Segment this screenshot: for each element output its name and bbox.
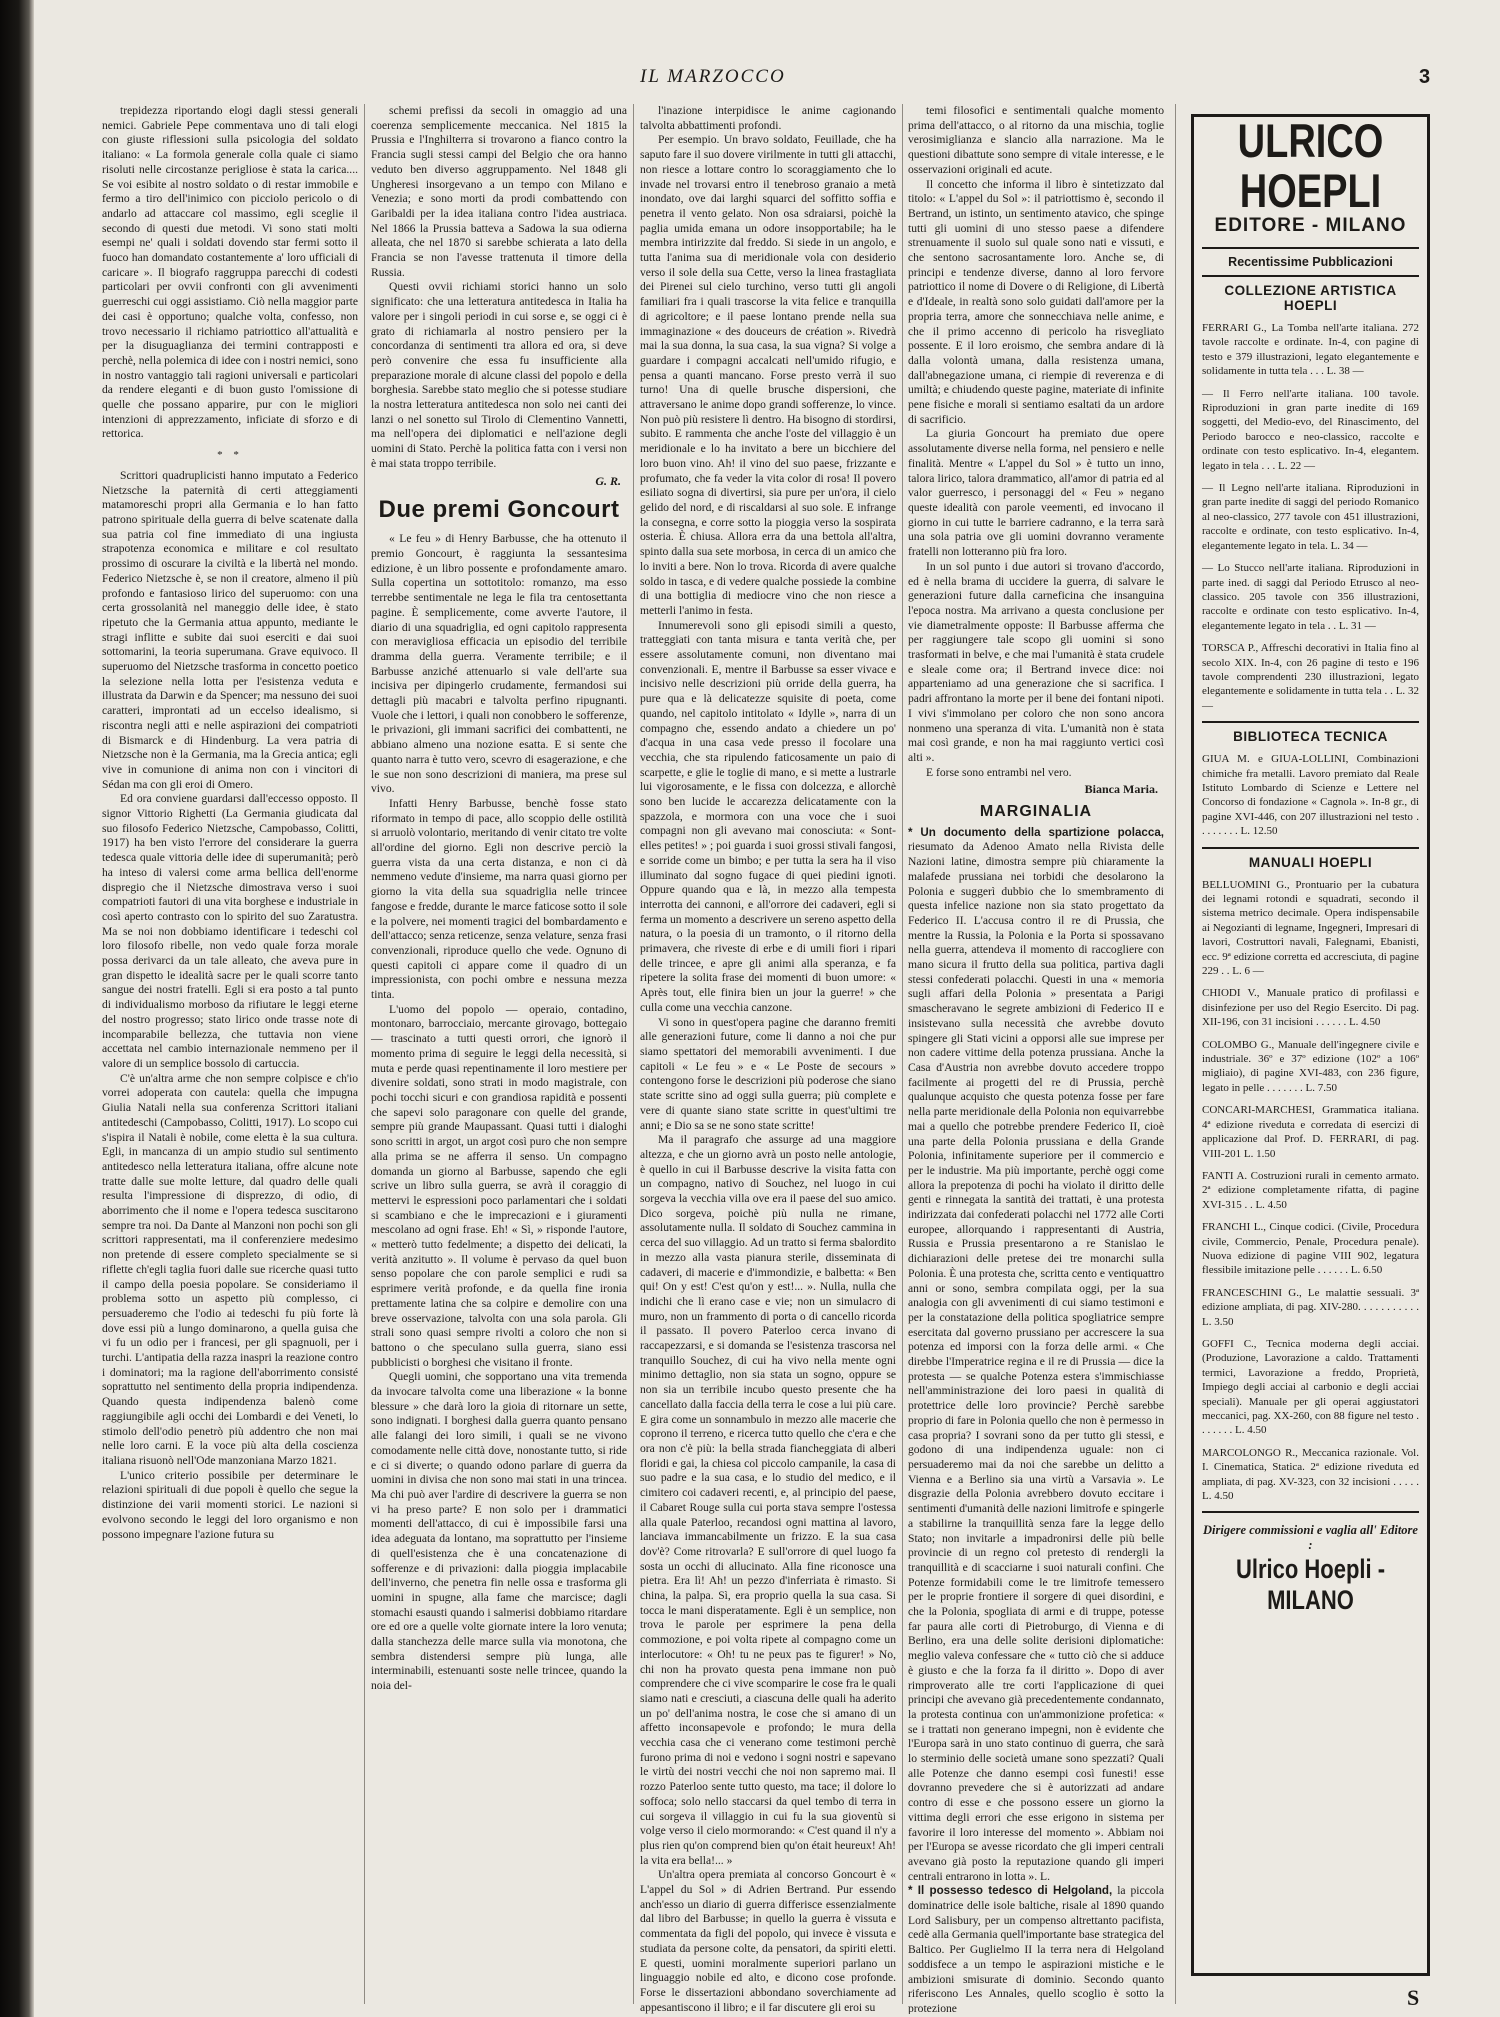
article-paragraph: E forse sono entrambi nel vero.: [926, 765, 1072, 779]
article-paragraph: Per esempio. Un bravo soldato, Feuillade, che ha saputo fare il suo dovere virilmente in tutti gli attacchi, non riesce a lottare contro lo scoraggiamento che lo invade nel trovarsi entro il tenebroso granaio a metà inondato, ove dai larghi squarci del soffitto soffia e penetra il vento gelato. Non osa sdraiarsi, poichè la paglia umida emana un odore insopportabile; ha le membra intirizzite dal freddo. Si siede in un angolo, e tutta l'anima sua di meridionale vola con desiderio verso il sole della sua Cette, verso la linea frastagliata dei Pirenei sul cielo turchino, verso tutti gli angoli familiari fra i quali trascorse la vita felice e tranquilla di agricoltore; e il paese lontano prende nella sua immaginazione « des douceurs de création ». Rivedrà mai la sua donna, la sua casa, la sua vigna? Si volge a guardare i compagni accalcati nell'umido rifugio, e pensa a quanti mancano. Forse presto verrà il suo turno! Una di quelle brusche dispersioni, che attraversano le anime dopo grandi sofferenze, lo vince. Non può più resistere lì dentro. Ha bisogno di stordirsi, subito. E rammenta che anche l'oste del villaggio è un meridionale e lo ha invitato a bere un bicchiere del loro buon vino. Ah! il vino del suo paese, frizzante e profumato, che fa veder la vita color di rosa! Il povero esiliato sogna di divertirsi, sia pure per un'ora, il cielo gelido del nord, e di riscaldarsi al suo sole. E infrange la consegna, e corre sotto la pioggia verso la sospirata osteria. È chiusa. Allora erra da una bettola all'altra, spinto dalla sua sete morbosa, in cerca di un amico che lo inviti a bere. Non lo trova. Ricorda di avere qualche soldo in tasca, e di vedere qualche possiede la combine di una bottiglia di mediocre vino che non riesce a metterli l'animo in festa.: [640, 133, 896, 617]
article-paragraph: schemi prefissi da secoli in omaggio ad una coerenza semplicemente meccanica. Nel 1815 la Prussia e l'Inghilterra si trovarono a fianco contro la Francia sugli stessi campi del Belgio che ora hanno veduto ben diverso aggruppamento. Nel 1848 gli Ungheresi insorgevano a un tempo con Milano e Venezia; e sono morti da prodi combattendo con Garibaldi per la idea italiana contro l'idea austriaca. Nel 1866 la Prussia batteva a Sadowa la sua odierna alleata, che nel 1870 si sarebbe schierata a lato della Francia se non l'avesse trattenuta il timore della Russia.: [371, 104, 627, 279]
masthead-title: IL MARZOCCO: [640, 66, 786, 87]
column-3: [640, 104, 896, 2014]
article-paragraph: Innumerevoli sono gli episodi simili a questo, tratteggiati con tanta misura e tanta verità che, per essere assolutamente comuni, non diventano mai convenzionali. E, mentre il Barbusse sa esser vivace e incisivo nelle descrizioni più orride della guerra, ha pure qua e là delicatezze squisite di poeta, come quando, nel capitolo intitolato « Idylle », narra di un compagno che, essendo andato a chiedere un po' d'acqua in una casa vede presso il focolare una vecchia, che sta ripulendo faticosamente un paio di scarpette, e glie le toglie di mano, e si mette a lustrarle lui vigorosamente, e le fissa con dolcezza, e allorchè sono ben lucide le accarezza delicatamente con la spazzola, e mormora con una voce che i suoi compagni non gli avevano mai conosciuta: « Sont-elles petites! » ; poi guarda i suoi grossi stivali fangosi, e sorride come un bimbo; e per tutta la sera ha il viso illuminato dal sogno fugace di quei piedini ignoti. Oppure quando qua e là, in mezzo alla tempesta interrotta dei cannoni, e all'orrore dei cadaveri, egli si ferma un momento a descrivere un sereno aspetto della natura, o la poesia di un tramonto, o il ritorno della primavera, che riveste di erbe e di umili fiori i ripari delle trincee, e apre gli animi alla speranza, e fa ripetere la solita frase dei momenti di buon umore: « Après tout, elle finira bien un jour la guerre! » che culla come una vecchia canzone.: [640, 618, 896, 1014]
ad-book-entry: FRANCHI L., Cinque codici. (Civile, Procedura civile, Commercio, Penale, Procedura penale). Nuova edizione di pagine VIII 902, legatura flessibile imitazione pelle . . . . . . L. 6.50: [1202, 1221, 1419, 1277]
article-paragraph: In un sol punto i due autori si trovano d'accordo, ed è nella brama di uccidere la guerra, di salvare le generazioni future dalla carneficina che insanguina l'epoca nostra. Ma arrivano a questa conclusione per vie diametralmente opposte: Il Barbusse afferma che per raggiungere tale scopo gli uomini si sono trasformati in belve, e che mai l'umanità è stata crudele e sleale come ora; il Bertrand invece dice: noi apparteniamo ad una generazione che si sacrifica. I padri affrontano la morte per il bene dei fontani nipoti. I vivi s'immolano per coloro che non sono ancora nonmeno una speranza di vita. L'umanità non è stata mai così grande, e non ha mai raggiunto vertici così alti ».: [908, 559, 1164, 764]
article-signature: G. R.: [595, 473, 621, 488]
section-heading-marginalia: MARGINALIA: [979, 803, 1093, 821]
ad-book-entry: COLOMBO G., Manuale dell'ingegnere civile e industriale. 36º e 37º edizione (102º a 106º migliaio), di pagine XVI-483, con 236 figure, legato in pelle . . . . . . . L. 7.50: [1202, 1038, 1419, 1094]
ad-footer-brand: Ulrico Hoepli - MILANO: [1235, 1554, 1386, 1616]
ad-book-entry: GOFFI C., Tecnica moderna degli acciai. (Produzione, Lavorazione a caldo. Trattamenti termici, Lavorazione a freddo, Proprietà, Impiego degli acciai al carbonio e degli acciai speciali). Manuale per gli operai aggiustatori meccanici, pag. XX-260, con 88 figure nel testo . . . . . . . L. 4.50: [1202, 1337, 1419, 1437]
divider: [1202, 721, 1419, 723]
page-number: 3: [1419, 66, 1431, 88]
marginalia-item-title: * Un documento della spartizione polacca,: [908, 825, 1164, 839]
marginalia-item-text: riesumato da Adenoo Amato nella Rivista delle Nazioni latine, dimostra sempre più chiaramente la malafede prussiana nei torbidi che desolarono la Polonia e suggerì dubbio che lo smembramento di questa infelice nazione non sia stato progettato da Federico II. L'accusa contro il re di Prussia, che mentre la Russia, la Polonia e la Porta si spossavano nella guerra, attendeva il momento di raccogliere con mano sicura il frutto della sua politica, partiva dagli stessi confederati polacchi. Questi in una « memoria sugli affari della Polonia » presentata a Parigi smascheravano le segrete ambizioni di Federico II e insistevano sulla necessità che avrebbe dovuto spingere gli Stati vicini a opporsi alle sue imprese per non cadere vittime della potenza prussiana. Anche la Casa d'Austria non avrebbe dovuto accedere troppo facilmente ai progetti del re di Prussia, perchè qualunque acquisto che questa potenza fosse per fare nella parte meridionale della Polonia non equivarrebbe mai a quello che potrebbe prendere Federico II, cioè una parte della Polonia prussiana e della Grande Polonia, infinitamente superiore per il commercio e per le industrie. Ma più importante, perchè oggi come allora la prepotenza di pochi ha violato il diritto delle genti e rinnegata la santità dei trattati, è una protesta indirizzata dai confederati polacchi nel 1772 alle Corti europee, allorquando i rappresentanti di Austria, Russia e Prussia presentarono a re Stanislao le dichiarazioni delle pretese dei tre monarchi sulla Polonia. È una protesta che, scritta cento e ventiquattro anni or sono, sembra compilata oggi, per la sua analogia con gli avvenimenti di cui siamo testimoni e per la constatazione della politica spogliatrice sempre esercitata dal governo prussiano per accrescere la sua potenza ed imporsi con la forza delle armi. « Che direbbe l'Imperatrice regina e il re di Prussia — dice la protesta — se qualche Potenza estera s'immischiasse nell'amministrazione dei loro paesi in qualità di protettrice delle loro provincie? Perchè sarebbe proprio di fare in Polonia quello che non è permesso in casa propria? I sovrani sono da per tutto gli stessi, e godono di una indipendenza uguale: non ci persuaderemo mai da noi che sarebbe un delitto a Vienna e a Berlino sia una virtù a Varsavia ». Le disgrazie della Polonia avrebbero dovuto eccitare i sentimenti d'umanità delle nazioni limitrofe e spingerle a stabilirne la tranquillità senza fare la legge dello Stato; non invitarle a impadronirsi delle più belle provincie di un regno col pretesto di rendergli la tranquillità e di scacciarne i suoi naturali confini. Che Potenze formidabili come le tre limitrofe temessero per le proprie frontiere il sorgere di quei disordini, e che la Polonia, spogliata di armi e di truppe, potesse far paura alle corti di Pietroburgo, di Vienna e di Berlino, era una delle solite derisioni diplomatiche: meglio valeva confessare che « tutto ciò che si adduce è giusto e che la forza fa il diritto ». Dopo di aver rimproverato alle tre corti l'applicazione di quei principi che avevano già precedentemente condannato, la protesta continua con un'ammonizione profetica: « se i trattati non generano impegni, non è evidente che l'Europa sarà in uno stato continuo di guerra, che sarà lo sterminio delle società umane sono spezzati? Quali alle Potenze che danno esempi così funesti! esse dovranno prevedere che si è autorizzati ad andare contro di esse e che possono essere un giorno la vittima degli errori che esse erigono in sistema per favorire il loro interesse del momento ». Abbiam noi per l'Europa se avesse ricordato che gli imperi centrali avevano già posto la reputazione quando gli imperi centrali entrarono in lotta ». L.: [908, 840, 1164, 1883]
column-1: [102, 104, 358, 2014]
article-paragraph: Il concetto che informa il libro è sintetizzato dal titolo: « L'appel du Sol »: il patriottismo è, secondo il Bertrand, un istinto, un sentimento atavico, che spinge tutti gli uomini di uno stesso paese a difendere strenuamente il suolo sul quale sono nati e vissuti, e che sentono sacrosantamente loro. Anche se, di principi e tendenze diverse, danno al loro fervore patriottico il nome di Dovere o di Religione, di Libertà e d'Ideale, in realtà sono solo guidati dall'amore per la propria terra, amore che sonnecchiava nelle anime, e che il primo accenno di pericolo ha risvegliato possente. E il loro eroismo, che sembra andare di là dalla volontà umana, dalla resistenza umana, dall'abnegazione umana, ci riempie di reverenza e di umiltà; e chiudendo queste pagine, materiate di infinite pene fisiche e morali si sentiamo esaltati da un ardore di sacrificio.: [908, 177, 1164, 426]
article-paragraph: temi filosofici e sentimentali qualche momento prima dell'attacco, o al ritorno da una mischia, toglie verosimiglianza e slancio alla narrazione. Ma le questioni dibattute sono sempre di vitale interesse, e le osservazioni originali ed acute.: [908, 104, 1164, 176]
ad-book-entry: — Lo Stucco nell'arte italiana. Riproduzioni in parte ined. di saggi dal Periodo Etrusco al neo-classico. 205 tavole con 356 illustrazioni, raccolte e ordinate con testo esplicativo. In-4, elegantemente legato in tela . . L. 31 —: [1202, 562, 1419, 632]
article-paragraph: Ed ora conviene guardarsi dall'eccesso opposto. Il signor Vittorio Righetti (La Germania giudicata dal suo filosofo Federico Nietzsche, Campobasso, Colitti, 1917) ha ben visto l'errore del considerare la guerra tedesca quale vittoria delle idee di superumanità; però ha inteso di valersi come arma bellica dell'enorme dispregio che il Nietzsche dimostrava verso i suoi compatrioti fautori di una vita borghese e industriale in così aperto contrasto con lo spirito del suo Zaratustra. Ma se noi non dobbiamo identificare i tedeschi col loro filosofo ribelle, non vedo quale forza morale possa derivarci da un tale alleato, che aveva pure in gran dispetto le idealità sacre per le quali scorre tanto sangue dei nostri fratelli. Egli si era posto a tal punto di individualismo morboso da rifiutare le leggi eterne del nostro progresso; stato lirico onde trasse note di incomparabile bellezza, che tuttavia non viene accettata nel cambio internazionale nemmeno per il valore di un semplice bossolo di cartuccia.: [102, 792, 358, 1070]
ad-book-entry: — Il Ferro nell'arte italiana. 100 tavole. Riproduzioni in gran parte inedite di 169 soggetti, del Medio-evo, del Rinascimento, del Periodo barocco e neo-classico, raccolte e ordinate con testo esplicativo. In-4, elegantem. legato in tela . . . L. 22 —: [1202, 387, 1419, 472]
column-rule: [633, 104, 634, 2004]
binding-edge: [0, 0, 34, 2017]
article-paragraph: Quegli uomini, che sopportano una vita tremenda da invocare talvolta come una liberazione « la bonne blessure » che darà loro la gioia di ritornare un sette, sono indignati. I borghesi dalla guerra quanto pensano alle falangi dei loro simili, i quali se ne vivono comodamente nelle città dove, nonostante tutto, si ride e ci si diverte; o quando odono parlare di guerra da uomini in divisa che non sono mai stati in una trincea. Ma chi può aver l'ardire di descrivere la guerra se non vi ha preso parte? E non solo per i drammatici momenti dell'attacco, di cui è impossibile farsi una idea adeguata da lontano, ma soprattutto per l'insieme di quell'esistenza che è una concatenazione di sofferenze e di privazioni: dalla pioggia implacabile dell'inverno, che penetra fin nelle ossa e trasforma gli uomini in spugne, alla fame che marcisce; dagli stomachi esausti quando i salmerisi dobbiamo ritardare ore ed ore a quelle volte giornate intere la loro venuta; dalla stanchezza delle marce sulla via monotona, che sembra distendersi sempre più lunga, alle interminabili, estenuanti soste nelle trincee, quando la noia del-: [371, 1370, 627, 1693]
ad-brand-subtitle: EDITORE - MILANO: [1214, 215, 1407, 236]
ad-manuals-title: MANUALI HOEPLI: [1248, 854, 1373, 870]
marginalia-item: [908, 826, 1164, 1885]
column-2: [371, 104, 627, 2014]
divider: [1202, 247, 1419, 249]
divider: [1202, 1511, 1419, 1513]
column-rule: [1175, 104, 1176, 2004]
marginalia-item-title: * Il possesso tedesco di Helgoland,: [908, 1884, 1113, 1898]
column-rule: [364, 104, 365, 2004]
article-heading: Due premi Goncourt: [378, 496, 620, 524]
article-paragraph: l'inazione interpidisce le anime cagionando talvolta abbattimenti profondi.: [640, 104, 896, 132]
divider: [1202, 847, 1419, 849]
ad-book-entry: CONCARI-MARCHESI, Grammatica italiana. 4ª edizione riveduta e corredata di esercizi di applicazione dal Prof. D. FERRARI, di pag. VIII-201 L. 1.50: [1202, 1104, 1419, 1160]
article-paragraph: Questi ovvii richiami storici hanno un solo significato: che una letteratura antitedesca in Italia ha valore per i singoli periodi in cui sorse e, se oggi ci è grato di richiamarla al nostro pensiero per la concordanza di sentimenti tra allora ed ora, si deve però convenire che essa fu insufficiente alla preparazione morale di alcune classi del popolo e della borghesia. Sarebbe stato meglio che si potesse studiare la nostra letteratura antitedesca non solo nei canti dei lanzi o nel sonetto sul Tirolo di Clementino Vannetti, ma nell'opera dei diplomatici e nell'azione degli uomini di Stato. Perchè la politica fatta con i versi non è mai stata troppo terribile.: [371, 280, 627, 470]
ad-book-entry: MARCOLONGO R., Meccanica razionale. Vol. I. Cinematica, Statica. 2ª edizione riveduta ed ampliata, di pag. XV-323, con 32 incisioni . . . . . L. 4.50: [1202, 1446, 1419, 1503]
hoepli-advertisement: [1191, 114, 1430, 1976]
article-paragraph: Vi sono in quest'opera pagine che daranno fremiti alle generazioni future, come li danno a noi che pur siamo spettatori del memorabili avvenimenti. I due capitoli « Le feu » e « Le Poste de secours » contengono forse le descrizioni più poderose che siano state scritte sino ad oggi sulla guerra; più complete e vere di quante siano state scritte in quest'ultimi tre anni; e Dio sa se ne sono state scritte!: [640, 1015, 896, 1132]
ad-book-entry: FRANCESCHINI G., Le malattie sessuali. 3ª edizione ampliata, di pag. XIV-280. . . . . . . . . . . L. 3.50: [1202, 1286, 1419, 1328]
column-rule: [902, 104, 903, 2004]
article-paragraph: L'uomo del popolo — operaio, contadino, montonaro, barrocciaio, mercante girovago, bottegaio — trascinato a tutti questi orrori, che ignorò il momento prima di seguire le leggi della necessità, si muta e perde quasi repentinamente il loro mestiere per divenire soldati, sono strati in modo magistrale, con pochi tocchi sicuri e con grandiosa rapidità e possenti che sapevi solo paragonare con quelle del grande, sempre più grande Maupassant. Quasi tutti i dialoghi sono scritti in argot, un argot così puro che non sempre alla prima se ne afferra il senso. Un compagno domanda un giorno al Barbusse, sapendo che egli scrive un libro sulla guerra, se avrà il coraggio di mettervi le espressioni poco parlamentari che i soldati si scambiano e che le imprecazioni e i giuramenti mescolano ad ogni frase. Eh! « Sì, » risponde l'autore, « metterò tutto fedelmente; a dispetto dei delicati, la verità anzitutto ». Il volume è pervaso da quel buon senso popolare che con parole semplici e rudi sa esprimere verità profonde, e da quella fine ironia prettamente latina che sa colpire e demolire con una breve osservazione, talvolta con una sola parola. Gli strali sono quasi sempre rivolti a coloro che non si battono o che speculano sulla guerra, siano essi pubblicisti o borghesi che visitano il fronte.: [371, 1002, 627, 1369]
ad-book-entry: — Il Legno nell'arte italiana. Riproduzioni in gran parte inedite di saggi del periodo Romanico al neo-classico, 277 tavole con 451 illustrazioni, raccolte e ordinate, con testo esplicativo. In-4, elegantemente legato in tela. L. 34 —: [1202, 482, 1419, 552]
ad-book-entry: CHIODI V., Manuale pratico di profilassi e disinfezione per uso del Regio Esercito. Di pag. XII-196, con 31 incisioni . . . . . . L. 4.50: [1202, 987, 1419, 1029]
corner-printer-mark: S: [1407, 1985, 1420, 2010]
article-paragraph: La giuria Goncourt ha premiato due opere assolutamente diverse nella forma, nel pensiero e nelle finalità. Mentre « L'appel du Sol » è tutto un inno, talora lirico, talora drammatico, all'amor di patria ed al valor guerresco, i personaggi del « Feu » negano queste idealità con parole veementi, ed invocano il giorno in cui tutte le barriere cadranno, e la terra sarà una sola patria ove gli uomini dovranno veramente fratelli non lotteranno più fra loro.: [908, 427, 1164, 559]
ad-brand-name: ULRICO HOEPLI: [1237, 115, 1384, 219]
article-paragraph: Ma il paragrafo che assurge ad una maggiore altezza, e che un giorno avrà un posto nelle antologie, è quello in cui il Barbusse descrive la visita fatta con un compagno, nativo di Souchez, nel luogo in cui sorgeva la vecchia villa ove era il paese del suo amico. Dico sorgeva, poichè più nulla ne rimane, assolutamente nulla. Il soldato di Souchez cammina in cerca del suo villaggio. Ad un tratto si ferma sbalordito in mezzo alla vasta pianura sterile, disseminata di cadaveri, di macerie e d'immondizie, e balbetta: « Ben qui! On y est! C'est qu'on y est!... ». Nulla, nulla che indichi che lì erano case e vie; non un simulacro di muro, non un frammento di porta o di cancello ricorda il passato. Il povero Paterloo cerca invano di raccapezzarsi, e si domanda se l'esistenza trascorsa nel tranquillo Souchez, di cui ha vivo nella mente ogni minimo dettaglio, non sia stata un sogno, oppure se non sia un terribile incubo questo presente che ha cancellato dalla faccia della terra le cose a lui più care. E gira come un sonnambulo in mezzo alle macerie che coprono il terreno, e ricerca tutto quello che c'era e che ora non c'è più: la bella strada fiancheggiata di alberi floridi e gai, la chiesa col piccolo campanile, la casa di suo padre e la sua casa, e lo studio del medico, e il cimitero coi cadaveri recenti, e, al principio del paese, il Cabaret Rouge sulla cui porta stava sempre l'ostessa alla quale Paterloo, recandosi ogni mattina al lavoro, lanciava immancabilmente un frizzo. E la sua casa dov'è? Come ritrovarla? E sull'orrore di quel luogo fa sosta un occhi di allucinato. Alla fine riconosce una pietra. Era lì! Ah! un pezzo d'inferriata è rimasto. Si china, la palpa. Sì, era proprio quella la sua casa. Si tocca le mani disperatamente. Egli è un semplice, non trova le parole per esprimere la pena della commozione, e poi volta ripete al compagno come un interlocutore: « Oh! tu ne peux pas te figurer! » No, chi non ha provato questa pena immane non può comprendere che ci vive scomparire le cose fra le quali siamo nati e cresciuti, a ciascuna delle quali ha aderito un po' dell'anima nostra, le cose che si amano di un affetto inconsapevole e profondo; le mura della vecchia casa che ci venerano come testimoni perchè furono prima di noi e vedono i sogni nostri e sapevano le virtù dei nostri vecchi che noi non sapremo mai. Il rozzo Paterloo sente tutto questo, ma tace; il dolore lo soffoca; solo nello staccarsi da quel tembo di terra in cui sorgeva il villaggio in cui fu la sua gioventù si volge verso il cielo mormorando: « C'est quand il n'y a plus rien qu'on comprend bien qu'on était heureux! Ah! la vita era bella!... »: [640, 1133, 896, 1867]
article-paragraph: Infatti Henry Barbusse, benchè fosse stato riformato in tempo di pace, allo scoppio delle ostilità si arruolò volontario, meritando di venir citato tre volte all'ordine del giorno. Egli non descrive perciò la guerra vista da una certa distanza, e non ci dà nemmeno vedute d'insieme, ma narra quasi giorno per giorno la vita della sua squadriglia nelle trincee fangose e fredde, durante le marce faticose sotto il sole e la polvere, nei momenti tragici del bombardamento e dell'attacco; senza reticenze, senza velature, senza frasi convenzionali, riproduce quello che vede. Ognuno di questi capitoli ci appare come il quadro di un impressionista, con pochi ombre e nessuna mezza tinta.: [371, 796, 627, 1002]
column-4: [908, 104, 1164, 2014]
ad-section-recent: Recentissime Pubblicazioni: [1228, 255, 1393, 269]
article-paragraph: C'è un'altra arme che non sempre colpisce e ch'io vorrei adoperata con cautela: quella che impugna Giulia Natali nella sua conferenza Scrittori italiani antitedeschi (Campobasso, Colitti, 1917). Lo scopo cui s'ispira il Natali è nobile, come eletta è la sua cultura. Egli, in mancanza di un ampio studio sul sentimento antitedesco nella letteratura italiana, offre alcune note tratte dalle sue molte letture, dal quadro delle quali resulta l'impressione di disprezzo, di odio, di aborrimento che il nome e l'opera tedesca suscitarono sempre tra noi. Da Dante al Manzoni non pochi son gli scrittori rappresentati, ma il conferenziere medesimo non pretende di essere completo specialmente se si riflette ch'egli taglia fuori dalle sue ricerche quasi tutto il campo della poesia popolare. Se consideriamo il problema sotto un aspetto più complesso, ci persuaderemo che l'odio ai tedeschi fu più forte là dove essi più a lungo dominarono, a quella guisa che vi fu un odio per i francesi, per gli spagnuoli, per i turchi. L'antipatia della razza inaspri la reazione contro i dominatori; ma la ragione dell'aborrimento consisté soprattutto nel sentimento della propria indipendenza. Quando questa indipendenza balenò come raggiungibile agli occhi dei Lombardi e dei Veneti, lo stimolo dell'odio penetrò più addentro che non mai nelle loro carni. E la voce più alta della coscienza italiana risuonò nell'Ode manzoniana Marzo 1821.: [102, 1071, 358, 1467]
article-paragraph: « Le feu » di Henry Barbusse, che ha ottenuto il premio Goncourt, è raggiunta la sessantesima edizione, è un libro possente e profondamente amaro. Sulla copertina un sottotitolo: romanzo, ma esso terrebbe sentimentale ne lega le fila tra centosettanta pagine. È semplicemente, come avverte l'autore, il diario di una squadriglia, ed ogni capitolo rappresenta con meravigliosa efficacia un episodio del terribile dramma della guerra. Veramente terribile; e il Barbusse anziché attenuarlo si vale dell'arte sua incisiva per dipingerlo crudamente, fermandosi sui dettagli più macabri e talvolta perfino ripugnanti. Vuole che i lettori, i quali non conobbero le sofferenze, le privazioni, gli immani sacrifici dei combattenti, ne abbiano almeno una nozione esatta. E si sente che quanto narra è tutto vero, scevro di esagerazione, e che le sue non sono descrizioni di maniera, ma prese sul vivo.: [371, 532, 627, 796]
article-signature: Bianca Maria.: [1084, 782, 1158, 797]
ad-book-entry: BELLUOMINI G., Prontuario per la cubatura dei legnami rotondi e squadrati, secondo il sistema metrico decimale. Opera indispensabile ai Negozianti di legname, Ingegneri, Impresari di lavori, Costruttori navali, Falegnami, Ebanisti, ecc. 9ª edizione corretta ed accresciuta, di pagine 229 . . L. 6 —: [1202, 878, 1419, 978]
ad-technical-library-title: BIBLIOTECA TECNICA: [1233, 729, 1388, 745]
marginalia-item-text: la piccola dominatrice delle isole baltiche, risale al 1890 quando Lord Salisbury, per un compenso altrettanto pacifista, cedè alla Germania quell'importante base strategica del Baltico. Per Guglielmo II la terra nera di Helgoland soddisfece a un tempo le aspirazioni mistiche e le ambizioni smisurate di dominio. Secondo quanto riferiscono Les Annales, quello scoglio è sotto la protezione: [908, 1884, 1164, 2014]
article-paragraph: trepidezza riportando elogi dagli stessi generali nemici. Gabriele Pepe commentava uno di tali elogi con giuste riflessioni sulla psicologia del soldato italiano: « La formola generale colla quale ci siamo risoluti nelle circostanze perigliose è stata la carica.... Se voi esibite al nostro soldato o di restar immobile e fermo a tiro dell'inimico con picciolo pericolo o di andarlo ad attaccare col massimo, egli sceglie il secondo di questi due metodi. Vi sono stati molti esempi ne' quali i soldati dovendo star fermi sotto il fuoco han domandato costantemente a' loro ufficiali di caricare ». Il biografo raggruppa parecchi di codesti particolari per ovvii confronti con gli avvenimenti guerreschi cui oggi assistiamo. Ciò nella maggior parte dei casi è opportuno; qualche volta, confesso, non trovo necessario il richiamo patriottico all'attualità e per la disuguaglianza dei termini contrapposti e perchè, nella polemica di idee con i nostri nemici, sono in nostro vantaggio tali ragioni universali e particolari da rendere eleganti e di buon gusto l'omissione di quelle che possano apparire, pur con le migliori intenzioni di apprezzamento, inficiate di sforzo e di rettorica.: [102, 104, 358, 441]
marginalia-item: [908, 1884, 1164, 2014]
ad-order-instructions: Dirigere commissioni e vaglia all' Editore :: [1203, 1523, 1418, 1553]
article-paragraph: Scrittori quadruplicisti hanno imputato a Federico Nietzsche la paternità di certi atteggiamenti matamoreschi propri alla Germania e lo han fatto patrono spirituale della guerra di belve scatenate dalla sua patria col fine immediato di una ingiusta strapotenza economica e militare e col resultato prossimo di oscurare la civiltà e la libertà nel mondo. Federico Nietzsche è, se non il creatore, almeno il più profondo e fantasioso lirico del superuomo: con una certa grossolanità nel maneggio delle idee, è stato ripetuto che la Germania attua appunto, mediante le stragi inflitte e subite dai suoi eserciti e dai suoi sottomarini, la teoria superumana. Grave equivoco. Il superuomo del Nietzsche trasforma in concetto poetico la selezione nella lotta per l'esistenza veduta e illustrata da Darwin e da Spencer; ma nessuno dei suoi caratteri, improntati ad un eccelso idealismo, si riscontra negli atti e nelle aspirazioni dei compatrioti di Bismarck e di Hindenburg. La vera patria di Nietzsche non è la Germania, ma la Grecia antica; egli vive in comunione di anima non con i vincitori di Sédan ma con gli eroi di Omero.: [102, 468, 358, 791]
ad-book-entry: TORSCA P., Affreschi decorativi in Italia fino al secolo XIX. In-4, con 26 pagine di testo e 196 tavole comprendenti 230 illustrazioni, legato elegantemente e solidamente in tutta tela . . L. 32 —: [1202, 642, 1419, 712]
ad-collection-title: COLLEZIONE ARTISTICA HOEPLI: [1224, 283, 1397, 313]
ad-book-entry: FANTI A. Costruzioni rurali in cemento armato. 2ª edizione completamente rifatta, di pagine XVI-315 . . L. 4.50: [1202, 1169, 1419, 1211]
divider: [1202, 275, 1419, 277]
article-paragraph: L'unico criterio possibile per determinare le relazioni spirituali di due popoli è quello che segue la distinzione dei varii momenti storici. Le nazioni si evolvono secondo le leggi del loro organismo e non possono impegnare l'azione futura su: [102, 1468, 358, 1541]
ad-book-entry: GIUA M. e GIUA-LOLLINI, Combinazioni chimiche fra metalli. Lavoro premiato dal Reale Istituto Lombardo di Scienze e Lettere nel Concorso di fondazione « Cagnola ». In-8 gr., di pagine XVI-446, con 207 illustrazioni nel testo . . . . . . . . L. 12.50: [1202, 753, 1419, 838]
section-separator: * *: [217, 449, 243, 462]
ad-book-entry: FERRARI G., La Tomba nell'arte italiana. 272 tavole raccolte e ordinate. In-4, con pagine di testo e 379 illustrazioni, legato elegantemente e solidamente in tutta tela . . . L. 38 —: [1202, 322, 1419, 378]
page-header: [0, 66, 1500, 96]
article-paragraph: Un'altra opera premiata al concorso Goncourt è « L'appel du Sol » di Adrien Bertrand. Pur essendo anch'esso un diario di guerra differisce essenzialmente dal libro del Barbusse; in quello la guerra è vissuta e commentata da figli del popolo, qui invece è vissuta e studiata da persone colte, da pensatori, da spiriti eletti. E questi, uomini moralmente superiori parlano un linguaggio nobile ed alto, e dicono cose profonde. Forse le dissertazioni abbondano soverchiamente ad appesantiscono il libro; e il far discutere gli eroi su: [640, 1868, 896, 2014]
